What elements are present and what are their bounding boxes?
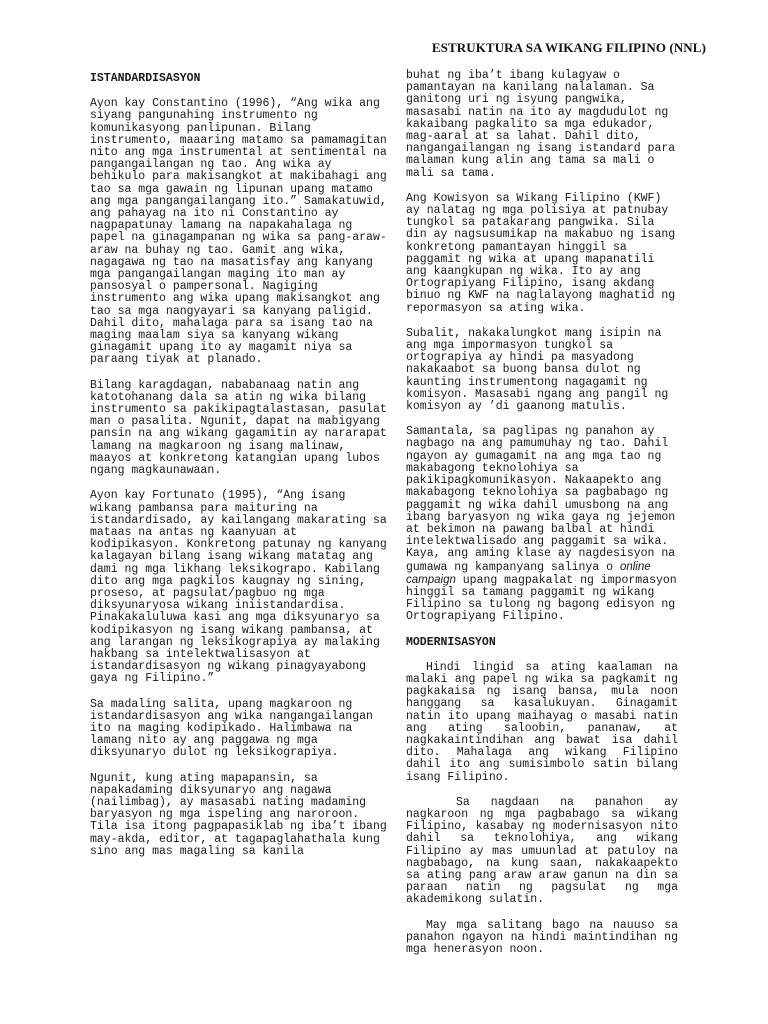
paragraph: May mga salitang bago na nauuso sa panahon ngayon na hindi maintindihan ng mga henerasyon noon.	[406, 918, 678, 956]
paragraph: Ayon kay Fortunato (1995), “Ang isang wikang pambansa para maituring na istandardisado, ay kailangang makarating sa mataas na antas ng kaanyuan at kodipikasyon. Konkretong patunay ng kanyang kalagayan bilang isang wikang matatag ang dami ng mga likhang leksikograpo. Kabilang dito ang mga pagkilos kaugnay ng sining, proseso, at pagsulat/pagbuo ng mga diksyunaryosa wikang iniistandardisa. Pinakakaluluwa kasi ang mga diksyunaryo sa kodipikasyon ng isang wikang pambansa, at ang larangan ng leksikograpiya ay malaking hakbang sa intelektwalisasyon at istandardisasyon ng wikang pinagyayabong gaya ng Filipino.”	[90, 489, 387, 686]
paragraph-text: Samantala, sa paglipas ng panahon ay nagbago na ang pamumuhay ng tao. Dahil ngayon ay gumagamit na ang mga tao ng makabagong teknolohiya sa pakikipagkomunikasyon. Nakaapekto ang makabagong teknolohiya sa pagbabago ng paggamit ng wika dahil umusbong na ang ibang baryasyon ng wika gaya ng jejemon at bekimon na pawang balbal at hindi intelektwalisado ang paggamit sa wika. Kaya, ang aming klase ay nagdesisyon na gumawa ng kampanyang salinya o	[406, 425, 676, 574]
section-heading-istandardisasyon: ISTANDARDISASYON	[90, 72, 201, 85]
paragraph: Ayon kay Constantino (1996), “Ang wika ang siyang pangunahing instrumento ng komunikasyong panlipunan. Bilang instrumento, maaaring matamo sa pamamagitan nito ang mga instrumental at sentimental na pangangailangan ng tao. Ang wika ay behikulo para makisangkot at makibahagi ang tao sa mga gawain ng lipunan upang matamo ang mga pangangailangang ito.” Samakatuwid, ang pahayag na ito ni Constantino ay nagpapatunay lamang na napakahalaga ng papel na ginagampanan ng wika sa pang-araw-araw na buhay ng tao. Gamit ang wika, nagagawa ng tao na masatisfay ang kanyang mga pangangailangan maging ito man ay pansosyal o pampersonal. Nagiging instrumento ang wika upang makisangkot ang tao sa mga nangyayari sa kanyang paligid. Dahil dito, mahalaga para sa isang tao na maging maalam siya sa kanyang wikang ginagamit upang ito ay magamit niya sa paraang tiyak at planado.	[90, 97, 387, 367]
paragraph: Sa nagdaan na panahon ay nagkaroon ng mga pagbabago sa wikang Filipino, kasabay ng modernisasyon nito dahil sa teknolohiya, ang wikang Filipino ay mas umuunlad at patuloy na nagbabago, na kung saan, nakakaapekto sa ating pang araw araw ganun na din sa paraan natin ng pagsulat ng mga akademikong sulatin.	[406, 795, 678, 907]
paragraph-text: upang magpakalat ng impormasyon hinggil sa tamang paggamit ng wikang Filipino sa tulong ng bagong edisyon ng Ortograpiyang Filipino.	[406, 573, 677, 624]
page-header-title: ESTRUKTURA SA WIKANG FILIPINO (NNL)	[431, 40, 706, 55]
paragraph: Ang Kowisyon sa Wikang Filipino (KWF) ay nalatag ng mga polisiya at patnubay tungkol sa patakarang pangwika. Sila din ay nagsusumikap na makabuo ng isang konkretong pamantayan hinggil sa paggamit ng wika at upang mapanatili ang kaangkupan ng wika. Ito ay ang Ortograpiyang Filipino, isang akdang binuo ng KWF na naglalayong maghatid ng repormasyon sa ating wika.	[406, 191, 676, 315]
left-column	[90, 70, 390, 871]
online-campaign-term: online campaign	[406, 560, 651, 586]
paragraph: Hindi lingid sa ating kaalaman na malaki ang papel ng wika sa pagkamit ng pagkakaisa ng isang bansa, mula noon hanggang sa kasalukuyan. Ginagamit natin ito upang maihayag o masabi natin ang ating saloobin, pananaw, at nagkakaintindihan ang bawat isa dahil dito. Mahalaga ang wikang Filipino dahil ito ang sumisimbolo satin bilang isang Filipino.	[406, 660, 678, 784]
paragraph: Subalit, nakakalungkot mang isipin na ang mga impormasyon tungkol sa ortograpiya ay hindi pa masyadong nakakaabot sa buong bansa dulot ng kaunting instrumentong nagagamit ng komisyon. Masasabi ngang ang pangil ng komisyon ay ’di gaanong matulis.	[406, 326, 669, 414]
paragraph: Bilang karagdagan, nababanaag natin ang katotohanang dala sa atin ng wika bilang instrumento sa pakikipagtalastasan, pasulat man o pasalita. Ngunit, dapat na mabigyang pansin na ang wikang gagamitin ay nararapat lamang na magkaroon ng isang malinaw, maayos at konkretong katangian upang lubos ngang magkaunawaan.	[90, 378, 387, 478]
paragraph: buhat ng iba’t ibang kulagyaw o pamantayan na kanilang nalalaman. Sa ganitong uri ng isyung pangwika, masasabi natin na ito ay magdudulot ng kakaibang pagkalito sa mga edukador, mag-aaral at sa lahat. Dahil dito, nangangailangan ng isang istandard para malaman kung alin ang tama sa mali o mali sa tama.	[406, 69, 676, 180]
right-column	[406, 70, 678, 969]
paragraph	[406, 426, 678, 623]
paragraph: Sa madaling salita, upang magkaroon ng istandardisasyon ang wika nangangailangan ito na maging kodipikado. Halimbawa na lamang nito ay ang paggawa ng mga diksyunaryo dulot ng leksikograpiya.	[90, 697, 373, 760]
paragraph: Ngunit, kung ating mapapansin, sa napakadaming diksyunaryo ang nagawa (nailimbag), ay masasabi nating madaming baryasyon ng mga ispeling ang naroroon. Tila isa itong pagpapasiklab ng iba’t ibang may-akda, editor, at tagapaglahathala kung sino ang mas magaling sa kanila	[90, 771, 387, 858]
section-heading-modernisasyon: MODERNISASYON	[406, 635, 496, 649]
